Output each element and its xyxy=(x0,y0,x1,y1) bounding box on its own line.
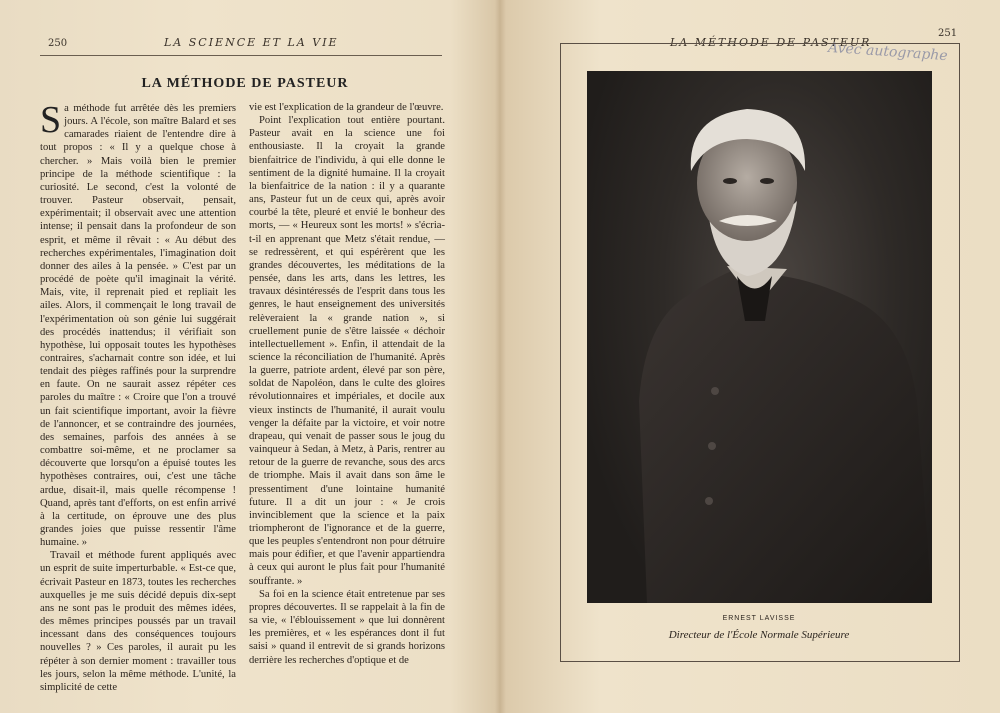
paragraph: Sa foi en la science était entretenue par ses propres découvertes. Il se rappelait à la fin de sa vie, « l'éblouissement » que lui donnèrent les premières, et « les espérances dont il fut saisi » quand il entrevit de si grands horizons derrière les recherches d'optique et de xyxy=(249,588,445,666)
text-column-1 xyxy=(40,99,236,694)
caption-role: Directeur de l'École Normale Supérieure xyxy=(668,629,850,641)
page-number-left: 250 xyxy=(48,38,68,49)
header-rule-left xyxy=(40,55,442,56)
paragraph: Travail et méthode furent appliqués avec un esprit de suite imperturbable. « Est-ce que, écrivait Pasteur en 1873, toutes les recherches auxquelles je me suis décidé depuis dix-sept ans ne sont pas le produit des mêmes idées, des mêmes principes poussés par un travail incessant dans des conséquences toujours nouvelles ? » Ces paroles, il aurait pu les répéter à son dernier moment : travailler tous les jours, selon la même méthode. L'unité, la simplicité de cette xyxy=(40,550,236,693)
portrait-illustration xyxy=(587,71,932,603)
text-column-2 xyxy=(249,101,445,667)
caption-name: ERNEST LAVISSE xyxy=(722,615,796,622)
running-head-left: LA SCIENCE ET LA VIE xyxy=(164,36,339,49)
paragraph: Point l'explication tout entière pourtant. Pasteur avait en la science une foi enthousiaste. Il la croyait la grande bienfaitrice de l'individu, à qui elle donne le sentiment de la dignité humaine. Il la croyait la bienfaitrice de la nation : il y a quarante ans, Pasteur fut un de ceux qui, après avoir courbé la tête, pleuré et envié le bonheur des morts, — « Heureux sont les morts! » s'écria-t-il en apprenant que Metz s'était rendue, — se redressèrent, et qui espérèrent que les grandes découvertes, les méditations de la pensée, dans les arts, dans les lettres, les travaux désintéressés de l'esprit dans tous les genres, le haut enseignement des universités relèveraient la « grande nation », si cruellement punie de s'être laissée « déchoir intellectuellement ». Enfin, il attendait de la science la réconciliation de l'humanité. Après la guerre, patriote ardent, élevé par son père, soldat de Napoléon, dans le culte des gloires révolutionnaires et impériales, et docile aux vieux instincts de l'humanité, il aurait voulu venger la défaite par la victoire, et voir notre drapeau, qui venait de passer sous le joug du vainqueur à Sedan, à Metz, à Paris, rentrer au retour de la guerre de revanche, sous des arcs de triomphe. Mais il avait dans son âme le pressentiment d'une lointaine humanité future. Il a dit un jour : « Je crois invinciblement que la science et la paix triompheront de l'ignorance et de la guerre, que les peuples s'entendront non pour détruire mais pour édifier, et que l'avenir appartiendra à ceux qui auront le plus fait pour l'humanité souffrante. » xyxy=(249,115,445,587)
portrait-photo xyxy=(587,71,932,603)
handwritten-note: Avec autographe xyxy=(827,39,949,65)
page-number-right: 251 xyxy=(938,28,958,39)
article-title: LA MÉTHODE DE PASTEUR xyxy=(141,76,349,91)
paragraph: vie est l'explication de la grandeur de l'œuvre. xyxy=(249,102,444,113)
paragraph: Sa méthode fut arrêtée dès les premiers jours. A l'école, son maître Balard et ses camarades riaient de l'entendre dire à tout propos : « Il y a quelque chose à chercher. » Mais voilà bien le premier principe de la méthode scientifique : la curiosité. Le second, c'est la volonté de trouver. Pasteur observait, pensait, expérimentait; il observait avec une attention intense; il pensait dans la profondeur de son esprit, et même il rêvait : « Au début des recherches expérimentales, l'imagination doit donner des ailes à la pensée. » C'est par un procédé de poète qu'il imaginait la vérité. Mais, vite, il reprenait pied et repliait les ailes. Alors, il commençait le long travail de l'expérimentation où son génie lui suggérait des procédés inattendus; il vérifiait son hypothèse, lui opposait toutes les hypothèses contraires, s'acharnait contre son idée, et lui tendait des pièges raffinés pour la surprendre en faute. On ne saurait assez répéter ces paroles du maître : « Croire que l'on a trouvé un fait scientifique important, avoir la fièvre de l'annoncer, et se contraindre des journées, des semaines, parfois des années à se combattre soi-même, et ne proclamer sa découverte que lorsqu'on a épuisé toutes les hypothèses contraires, oui, c'est une tâche ardue, disait-il, mais quelle récompense ! Quand, après tant d'efforts, on est enfin arrivé à la certitude, on éprouve une des plus grandes joies que puisse ressentir l'âme humaine. » xyxy=(40,99,236,549)
drop-cap: S xyxy=(40,99,62,141)
left-page xyxy=(0,0,497,713)
running-head-right: LA MÉTHODE DE PASTEUR xyxy=(670,36,872,49)
